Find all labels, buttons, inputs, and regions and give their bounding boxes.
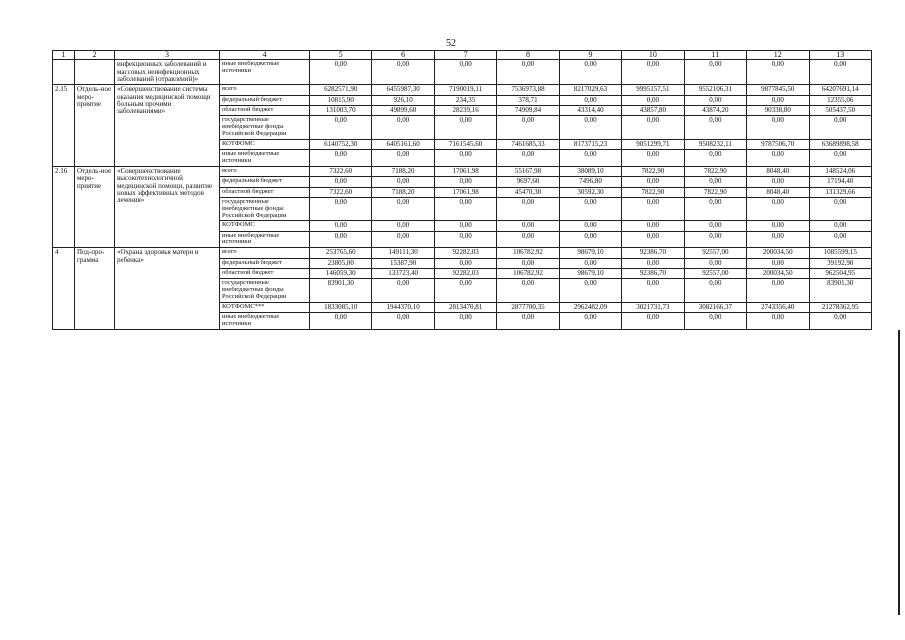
amount-cell: 0,00	[497, 258, 559, 268]
amount-cell: 0,00	[310, 116, 372, 139]
amount-cell: 0,00	[747, 150, 809, 167]
amount-cell: 0,00	[684, 177, 746, 187]
amount-cell: 7322,60	[310, 187, 372, 197]
amount-cell: 0,00	[559, 231, 621, 248]
amount-cell: 0,00	[809, 60, 872, 85]
amount-cell: 6282571,90	[310, 85, 372, 95]
amount-cell: 149111,30	[372, 248, 434, 258]
amount-cell: 0,00	[684, 60, 746, 85]
amount-cell: 39192,90	[809, 258, 872, 268]
column-header: 2	[75, 51, 115, 60]
row-type	[75, 60, 115, 85]
amount-cell: 0,00	[622, 60, 684, 85]
amount-cell: 92557,00	[684, 248, 746, 258]
amount-cell: 23805,00	[310, 258, 372, 268]
amount-cell: 7188,20	[372, 166, 434, 176]
funding-source: государственные внебюджетные фонды Российской Федерации	[220, 116, 310, 139]
row-name: «Совершенствование высокотехнологичной медицинской помощи, развитие новых эффективных методов лечения»	[115, 166, 220, 247]
amount-cell: 9508232,11	[684, 139, 746, 149]
amount-cell: 0,00	[747, 279, 809, 302]
funding-source: федеральный бюджет	[220, 177, 310, 187]
amount-cell: 92386,70	[622, 248, 684, 258]
amount-cell: 0,00	[434, 279, 496, 302]
funding-source: КОТФОМС	[220, 139, 310, 149]
funding-source: иные внебюджетные источники	[220, 150, 310, 167]
amount-cell: 0,00	[434, 231, 496, 248]
header-row	[53, 51, 872, 60]
amount-cell: 0,00	[809, 116, 872, 139]
amount-cell: 0,00	[747, 313, 809, 330]
funding-source: всего	[220, 248, 310, 258]
amount-cell: 131329,66	[809, 187, 872, 197]
row-code: 2.15	[53, 85, 75, 166]
amount-cell: 83901,30	[310, 279, 372, 302]
amount-cell: 0,00	[372, 177, 434, 187]
amount-cell: 90338,80	[747, 106, 809, 116]
amount-cell: 7822,90	[622, 187, 684, 197]
funding-source: всего	[220, 166, 310, 176]
funding-source: иные внебюджетные источники	[220, 313, 310, 330]
amount-cell: 0,00	[310, 177, 372, 187]
row-code	[53, 60, 75, 85]
amount-cell: 0,00	[809, 313, 872, 330]
amount-cell: 63689898,58	[809, 139, 872, 149]
amount-cell: 17061,98	[434, 166, 496, 176]
amount-cell: 17194,40	[809, 177, 872, 187]
amount-cell: 0,00	[497, 116, 559, 139]
funding-source: областной бюджет	[220, 106, 310, 116]
amount-cell: 0,00	[497, 221, 559, 231]
table-row	[53, 248, 872, 258]
table-row	[53, 85, 872, 95]
amount-cell: 0,00	[684, 95, 746, 105]
amount-cell: 12355,06	[809, 95, 872, 105]
amount-cell: 92386,70	[622, 268, 684, 278]
amount-cell: 0,00	[622, 116, 684, 139]
row-code: 2.16	[53, 166, 75, 247]
amount-cell: 0,00	[622, 177, 684, 187]
amount-cell: 0,00	[809, 197, 872, 220]
amount-cell: 131003,70	[310, 106, 372, 116]
amount-cell: 17061,98	[434, 187, 496, 197]
amount-cell: 0,00	[747, 231, 809, 248]
amount-cell: 0,00	[310, 313, 372, 330]
amount-cell: 0,00	[434, 150, 496, 167]
amount-cell: 146059,30	[310, 268, 372, 278]
amount-cell: 15387,90	[372, 258, 434, 268]
amount-cell: 7822,90	[622, 166, 684, 176]
column-header: 9	[559, 51, 621, 60]
amount-cell: 0,00	[747, 258, 809, 268]
column-header: 1	[53, 51, 75, 60]
amount-cell: 148524,06	[809, 166, 872, 176]
amount-cell: 0,00	[497, 150, 559, 167]
amount-cell: 1944370,10	[372, 302, 434, 312]
amount-cell: 0,00	[434, 116, 496, 139]
amount-cell: 38089,10	[559, 166, 621, 176]
amount-cell: 6405161,60	[372, 139, 434, 149]
amount-cell: 0,00	[310, 221, 372, 231]
amount-cell: 0,00	[559, 221, 621, 231]
amount-cell: 9552106,31	[684, 85, 746, 95]
amount-cell: 0,00	[622, 150, 684, 167]
amount-cell: 1833085,10	[310, 302, 372, 312]
table-row	[53, 60, 872, 85]
row-name: «Охрана здоровья матери и ребенка»	[115, 248, 220, 329]
amount-cell: 6140752,30	[310, 139, 372, 149]
row-code: 4	[53, 248, 75, 329]
amount-cell: 200034,50	[747, 248, 809, 258]
amount-cell: 0,00	[622, 221, 684, 231]
funding-source: федеральный бюджет	[220, 95, 310, 105]
amount-cell: 0,00	[747, 116, 809, 139]
amount-cell: 0,00	[559, 313, 621, 330]
amount-cell: 1085599,15	[809, 248, 872, 258]
amount-cell: 92557,00	[684, 268, 746, 278]
amount-cell: 505437,50	[809, 106, 872, 116]
amount-cell: 0,00	[559, 258, 621, 268]
amount-cell: 7822,90	[684, 187, 746, 197]
amount-cell: 0,00	[559, 150, 621, 167]
column-header: 13	[809, 51, 872, 60]
funding-source: КОТФОМС	[220, 221, 310, 231]
amount-cell: 0,00	[434, 258, 496, 268]
amount-cell: 0,00	[372, 279, 434, 302]
row-type: Отдель-ное меро-приятие	[75, 85, 115, 166]
funding-source: областной бюджет	[220, 268, 310, 278]
amount-cell: 200034,50	[747, 268, 809, 278]
amount-cell: 0,00	[747, 177, 809, 187]
amount-cell: 55167,98	[497, 166, 559, 176]
amount-cell: 7822,90	[684, 166, 746, 176]
amount-cell: 8048,40	[747, 187, 809, 197]
amount-cell: 0,00	[809, 221, 872, 231]
column-header: 8	[497, 51, 559, 60]
amount-cell: 0,00	[622, 231, 684, 248]
amount-cell: 83901,30	[809, 279, 872, 302]
amount-cell: 0,00	[434, 197, 496, 220]
amount-cell: 0,00	[622, 95, 684, 105]
column-header: 5	[310, 51, 372, 60]
amount-cell: 378,71	[497, 95, 559, 105]
amount-cell: 9995157,51	[622, 85, 684, 95]
amount-cell: 0,00	[497, 231, 559, 248]
amount-cell: 253765,60	[310, 248, 372, 258]
amount-cell: 0,00	[559, 116, 621, 139]
funding-source: областной бюджет	[220, 187, 310, 197]
column-header: 3	[115, 51, 220, 60]
funding-source: всего	[220, 85, 310, 95]
amount-cell: 0,00	[747, 60, 809, 85]
amount-cell: 0,00	[684, 313, 746, 330]
amount-cell: 92282,03	[434, 268, 496, 278]
budget-table	[52, 50, 872, 330]
amount-cell: 0,00	[372, 221, 434, 231]
amount-cell: 28239,16	[434, 106, 496, 116]
amount-cell: 43314,40	[559, 106, 621, 116]
amount-cell: 0,00	[372, 231, 434, 248]
amount-cell: 8173715,23	[559, 139, 621, 149]
amount-cell: 0,00	[684, 150, 746, 167]
amount-cell: 234,35	[434, 95, 496, 105]
amount-cell: 0,00	[622, 313, 684, 330]
amount-cell: 0,00	[310, 60, 372, 85]
amount-cell: 0,00	[684, 221, 746, 231]
amount-cell: 2813470,81	[434, 302, 496, 312]
amount-cell: 0,00	[684, 231, 746, 248]
column-header: 11	[684, 51, 746, 60]
amount-cell: 74909,84	[497, 106, 559, 116]
amount-cell: 0,00	[372, 150, 434, 167]
amount-cell: 30592,30	[559, 187, 621, 197]
funding-source: федеральный бюджет	[220, 258, 310, 268]
column-header: 6	[372, 51, 434, 60]
amount-cell: 43874,20	[684, 106, 746, 116]
amount-cell: 21278362,95	[809, 302, 872, 312]
amount-cell: 0,00	[497, 279, 559, 302]
amount-cell: 9697,60	[497, 177, 559, 187]
column-header: 10	[622, 51, 684, 60]
funding-source: иные внебюджетные источники	[220, 231, 310, 248]
row-name: «Совершенствование системы оказания медицинской помощи больным прочими заболеваниями»	[115, 85, 220, 166]
amount-cell: 0,00	[372, 116, 434, 139]
amount-cell: 49899,60	[372, 106, 434, 116]
amount-cell: 9051299,71	[622, 139, 684, 149]
amount-cell: 0,00	[622, 197, 684, 220]
amount-cell: 2962482,09	[559, 302, 621, 312]
amount-cell: 0,00	[497, 313, 559, 330]
amount-cell: 7461685,33	[497, 139, 559, 149]
amount-cell: 0,00	[310, 150, 372, 167]
margin-line	[898, 330, 900, 615]
row-name: инфекционных заболеваний и массовых неинфекционных заболеваний (отравлений)»	[115, 60, 220, 85]
amount-cell: 7536973,88	[497, 85, 559, 95]
amount-cell: 0,00	[372, 313, 434, 330]
amount-cell: 7322,60	[310, 166, 372, 176]
funding-source: иные внебюджетные источники	[220, 60, 310, 85]
amount-cell: 0,00	[747, 221, 809, 231]
amount-cell: 0,00	[559, 95, 621, 105]
amount-cell: 0,00	[622, 258, 684, 268]
amount-cell: 3021731,73	[622, 302, 684, 312]
amount-cell: 2877700,35	[497, 302, 559, 312]
column-header: 12	[747, 51, 809, 60]
amount-cell: 98679,10	[559, 248, 621, 258]
amount-cell: 8217029,63	[559, 85, 621, 95]
amount-cell: 7190019,11	[434, 85, 496, 95]
amount-cell: 0,00	[310, 197, 372, 220]
amount-cell: 0,00	[497, 60, 559, 85]
funding-source: КОТФОМС***	[220, 302, 310, 312]
amount-cell: 106782,92	[497, 248, 559, 258]
amount-cell: 926,10	[372, 95, 434, 105]
column-header: 4	[220, 51, 310, 60]
amount-cell: 98679,10	[559, 268, 621, 278]
amount-cell: 133723,40	[372, 268, 434, 278]
amount-cell: 0,00	[747, 95, 809, 105]
amount-cell: 45470,38	[497, 187, 559, 197]
amount-cell: 7496,80	[559, 177, 621, 187]
amount-cell: 64207691,14	[809, 85, 872, 95]
funding-source: государственные внебюджетные фонды Российской Федерации	[220, 279, 310, 302]
amount-cell: 962504,95	[809, 268, 872, 278]
amount-cell: 106782,92	[497, 268, 559, 278]
amount-cell: 2743356,40	[747, 302, 809, 312]
column-header: 7	[434, 51, 496, 60]
table-row	[53, 166, 872, 176]
amount-cell: 0,00	[434, 60, 496, 85]
amount-cell: 0,00	[809, 150, 872, 167]
amount-cell: 0,00	[559, 197, 621, 220]
page-number: 52	[446, 38, 456, 49]
amount-cell: 0,00	[434, 221, 496, 231]
amount-cell: 7161545,60	[434, 139, 496, 149]
amount-cell: 9787506,70	[747, 139, 809, 149]
amount-cell: 0,00	[684, 279, 746, 302]
amount-cell: 0,00	[684, 197, 746, 220]
amount-cell: 10815,90	[310, 95, 372, 105]
amount-cell: 0,00	[622, 279, 684, 302]
amount-cell: 0,00	[559, 279, 621, 302]
amount-cell: 8048,40	[747, 166, 809, 176]
funding-source: государственные внебюджетные фонды Российской Федерации	[220, 197, 310, 220]
amount-cell: 43857,80	[622, 106, 684, 116]
amount-cell: 7188,20	[372, 187, 434, 197]
amount-cell: 92282,03	[434, 248, 496, 258]
amount-cell: 3082166,37	[684, 302, 746, 312]
amount-cell: 0,00	[809, 231, 872, 248]
row-type: Отдель-ное меро-приятие	[75, 166, 115, 247]
amount-cell: 0,00	[310, 231, 372, 248]
amount-cell: 9877845,50	[747, 85, 809, 95]
amount-cell: 0,00	[372, 60, 434, 85]
amount-cell: 0,00	[434, 313, 496, 330]
amount-cell: 0,00	[497, 197, 559, 220]
amount-cell: 0,00	[372, 197, 434, 220]
amount-cell: 0,00	[434, 177, 496, 187]
amount-cell: 0,00	[684, 116, 746, 139]
amount-cell: 6455987,30	[372, 85, 434, 95]
amount-cell: 0,00	[559, 60, 621, 85]
amount-cell: 0,00	[684, 258, 746, 268]
row-type: Под-про-грамма	[75, 248, 115, 329]
amount-cell: 0,00	[747, 197, 809, 220]
